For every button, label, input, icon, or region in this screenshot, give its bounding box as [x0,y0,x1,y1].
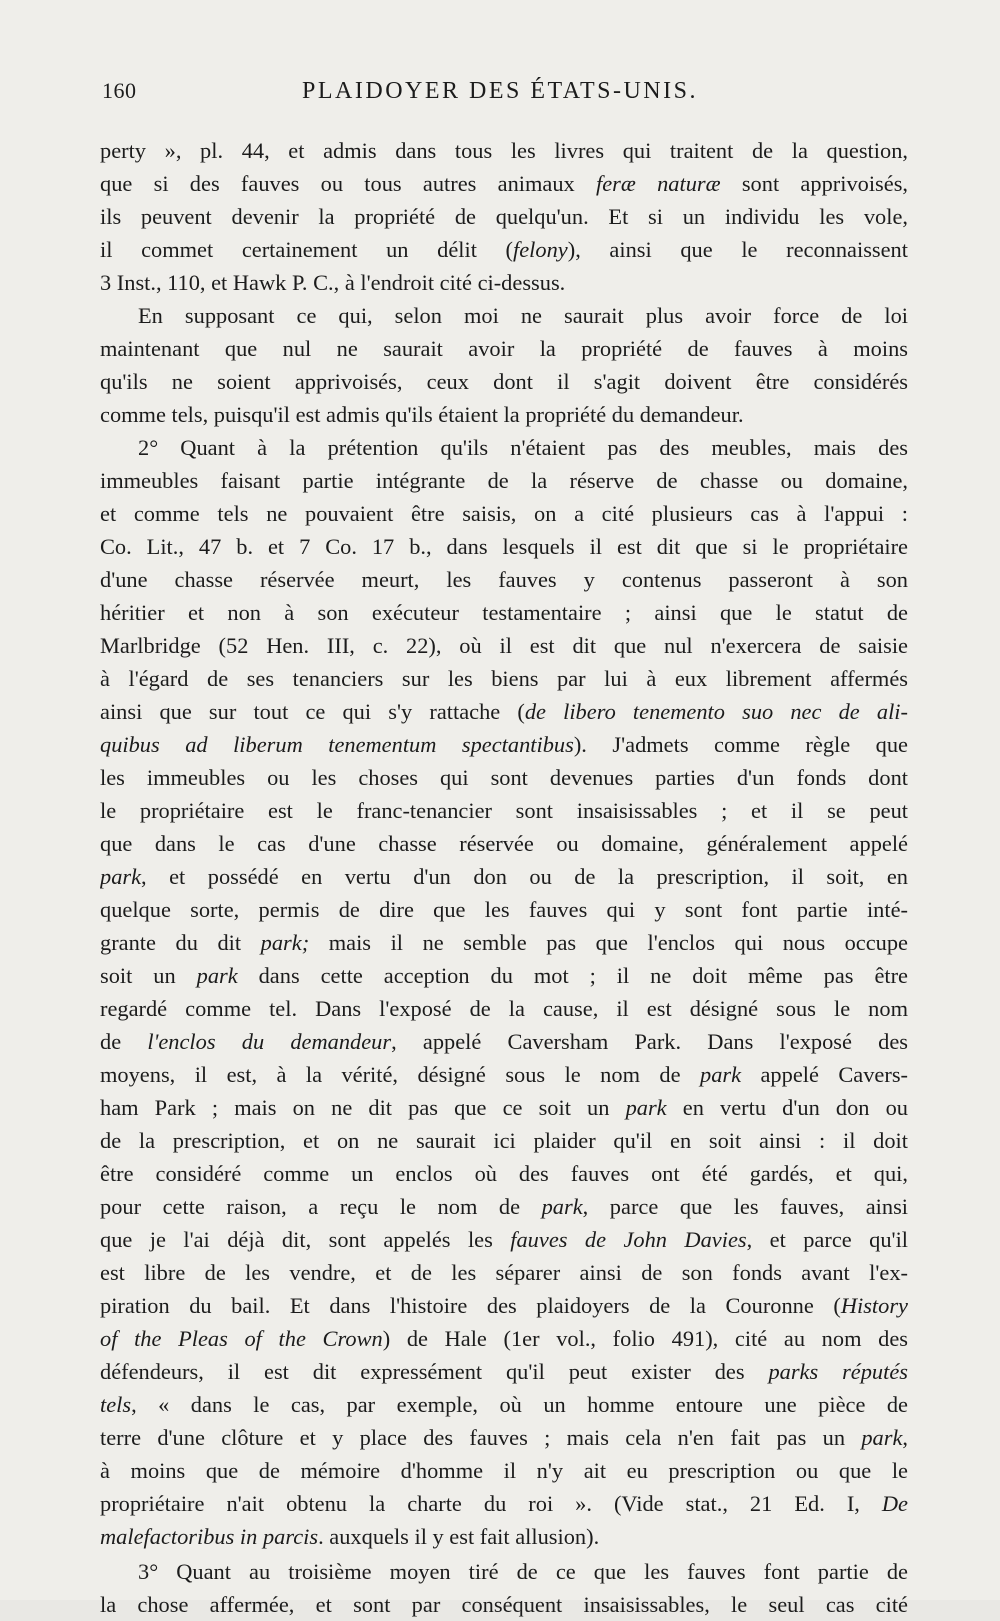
body-text [100,134,908,1621]
text-segment: regardé comme tel. Dans l'exposé de la cause, il est désigné sous le nom [100,996,908,1021]
text-segment: de la prescription, et on ne saurait ici plaider qu'il en soit ainsi : il doit [100,1128,908,1153]
text-segment: maintenant que nul ne saurait avoir la propriété de fauves à moins [100,336,908,361]
text-segment: 2° Quant à la prétention qu'ils n'étaient pas des meubles, mais des [138,435,908,460]
text-segment: ils peuvent devenir la propriété de quelqu'un. Et si un individu les vole, [100,204,908,229]
italic-text: park [861,1425,903,1450]
text-segment: appelé Cavers- [741,1062,908,1087]
text-line [100,563,908,596]
text-line [100,1388,908,1421]
text-segment: propriétaire n'ait obtenu la charte du roi ». (Vide stat., 21 Ed. I, [100,1491,882,1516]
italic-text: fauves de John Davies [510,1227,747,1252]
text-segment: dans cette acception du mot ; il ne doit même pas être [237,963,908,988]
text-segment: Co. Lit., 47 b. et 7 Co. 17 b., dans lesquels il est dit que si le propriétaire [100,534,908,559]
page-header [100,78,900,118]
text-line [100,794,908,827]
text-segment: les immeubles ou les choses qui sont devenues parties d'un fonds dont [100,765,908,790]
italic-text: park; [260,930,310,955]
text-segment: ainsi que sur tout ce qui s'y rattache ( [100,699,525,724]
text-line [100,629,908,662]
text-segment: sont apprivoisés, [720,171,908,196]
text-segment: , appelé Caversham Park. Dans l'exposé des [391,1029,908,1054]
text-line [100,1058,908,1091]
text-line [100,959,908,992]
text-segment: , et parce qu'il [746,1227,908,1252]
text-line [100,1555,908,1588]
text-segment: que je l'ai déjà dit, sont appelés les [100,1227,511,1252]
text-line [100,662,908,695]
italic-text: de libero tenemento suo nec de ali- [524,699,908,724]
text-line [100,266,908,299]
italic-text: l'enclos du demandeur [147,1029,392,1054]
text-line [100,1588,908,1621]
text-line [100,926,908,959]
text-line [100,827,908,860]
text-line [100,1223,908,1256]
text-segment: ham Park ; mais on ne dit pas que ce soit un [100,1095,626,1120]
text-segment: soit un [100,963,197,988]
text-line [100,596,908,629]
text-line [100,332,908,365]
text-segment: il commet certainement un délit ( [100,237,514,262]
text-segment: est libre de les vendre, et de les séparer ainsi de son fonds avant l'ex- [100,1260,908,1285]
text-segment: immeubles faisant partie intégrante de la réserve de chasse ou domaine, [100,468,908,493]
text-line [100,1091,908,1124]
text-line [100,1025,908,1058]
text-line [100,431,908,464]
text-segment: quelque sorte, permis de dire que les fauves qui y sont font partie inté- [100,897,908,922]
text-segment: le propriétaire est le franc-tenancier sont insaisissables ; et il se peut [100,798,908,823]
text-line [100,299,908,332]
text-line [100,530,908,563]
text-segment: terre d'une clôture et y place des fauves ; mais cela n'en fait pas un [100,1425,862,1450]
text-line [100,233,908,266]
italic-text: quibus ad liberum tenementum spectantibus [100,732,574,757]
text-line [100,497,908,530]
text-segment: comme tels, puisqu'il est admis qu'ils étaient la propriété du demandeur. [100,402,744,427]
text-segment: , et possédé en vertu d'un don ou de la prescription, il soit, en [141,864,908,889]
text-segment: , [902,1425,908,1450]
text-segment: en vertu d'un don ou [666,1095,908,1120]
text-line [100,365,908,398]
italic-text: park [100,864,142,889]
text-segment: 3° Quant au troisième moyen tiré de ce que les fauves font partie de [138,1559,908,1584]
text-segment: piration du bail. Et dans l'histoire des plaidoyers de la Couronne ( [100,1293,841,1318]
text-segment: , « dans le cas, par exemple, où un homme entoure une pièce de [131,1392,908,1417]
italic-text: De [881,1491,908,1516]
italic-text: park [700,1062,742,1087]
italic-text: malefactoribus in parcis [100,1524,319,1549]
text-segment: . auxquels il y est fait allusion). [318,1524,600,1549]
text-line [100,728,908,761]
text-segment: que si des fauves ou tous autres animaux [100,171,597,196]
running-title: PLAIDOYER DES ÉTATS-UNIS. [302,78,698,104]
text-line [100,1190,908,1223]
text-line [100,134,908,167]
text-line [100,1454,908,1487]
text-line [100,1355,908,1388]
text-segment: héritier et non à son exécuteur testamentaire ; ainsi que le statut de [100,600,908,625]
text-segment: de [100,1029,148,1054]
text-line [100,398,908,431]
text-segment: 3 Inst., 110, et Hawk P. C., à l'endroit cité ci-dessus. [100,270,566,295]
text-line [100,464,908,497]
italic-text: feræ naturæ [596,171,721,196]
text-segment: à l'égard de ses tenanciers sur les biens par lui à eux librement affermés [100,666,908,691]
text-line [100,1289,908,1322]
text-segment: défendeurs, il est dit expressément qu'il peut exister des [100,1359,769,1384]
text-line [100,200,908,233]
text-line [100,992,908,1025]
text-segment: et comme tels ne pouvaient être saisis, on a cité plusieurs cas à l'appui : [100,501,908,526]
text-segment: ) de Hale (1er vol., folio 491), cité au nom des [382,1326,908,1351]
text-segment: grante du dit [100,930,261,955]
italic-text: History [840,1293,908,1318]
text-line [100,1421,908,1454]
italic-text: park [541,1194,583,1219]
text-line [100,695,908,728]
text-segment: être considéré comme un enclos où des fauves ont été gardés, et qui, [100,1161,908,1186]
text-line [100,1520,908,1553]
text-line [100,893,908,926]
italic-text: tels [100,1392,132,1417]
text-segment: ). J'admets comme règle que [573,732,908,757]
text-line [100,1487,908,1520]
text-line [100,1157,908,1190]
italic-text: felony [513,237,568,262]
page-number: 160 [102,78,137,103]
italic-text: parks réputés [768,1359,908,1384]
italic-text: park [625,1095,667,1120]
italic-text: of the Pleas of the Crown [100,1326,383,1351]
text-line [100,1322,908,1355]
text-line [100,761,908,794]
text-segment: , parce que les fauves, ainsi [582,1194,908,1219]
text-segment: à moins que de mémoire d'homme il n'y ait eu prescription ou que le [100,1458,908,1483]
text-segment: la chose affermée, et sont par conséquent insaisissables, le seul cas cité [100,1592,908,1617]
text-line [100,1256,908,1289]
text-segment: pour cette raison, a reçu le nom de [100,1194,542,1219]
italic-text: park [196,963,238,988]
text-segment: mais il ne semble pas que l'enclos qui nous occupe [309,930,908,955]
text-segment: moyens, il est, à la vérité, désigné sous le nom de [100,1062,700,1087]
text-line [100,167,908,200]
text-segment: d'une chasse réservée meurt, les fauves y contenus passeront à son [100,567,908,592]
text-segment: perty », pl. 44, et admis dans tous les livres qui traitent de la question, [100,138,908,163]
text-line [100,860,908,893]
text-segment: que dans le cas d'une chasse réservée ou domaine, généralement appelé [100,831,908,856]
text-segment: En supposant ce qui, selon moi ne saurait plus avoir force de loi [138,303,908,328]
text-segment: qu'ils ne soient apprivoisés, ceux dont il s'agit doivent être considérés [100,369,908,394]
text-line [100,1124,908,1157]
text-segment: ), ainsi que le reconnaissent [567,237,908,262]
text-segment: Marlbridge (52 Hen. III, c. 22), où il est dit que nul n'exercera de saisie [100,633,908,658]
